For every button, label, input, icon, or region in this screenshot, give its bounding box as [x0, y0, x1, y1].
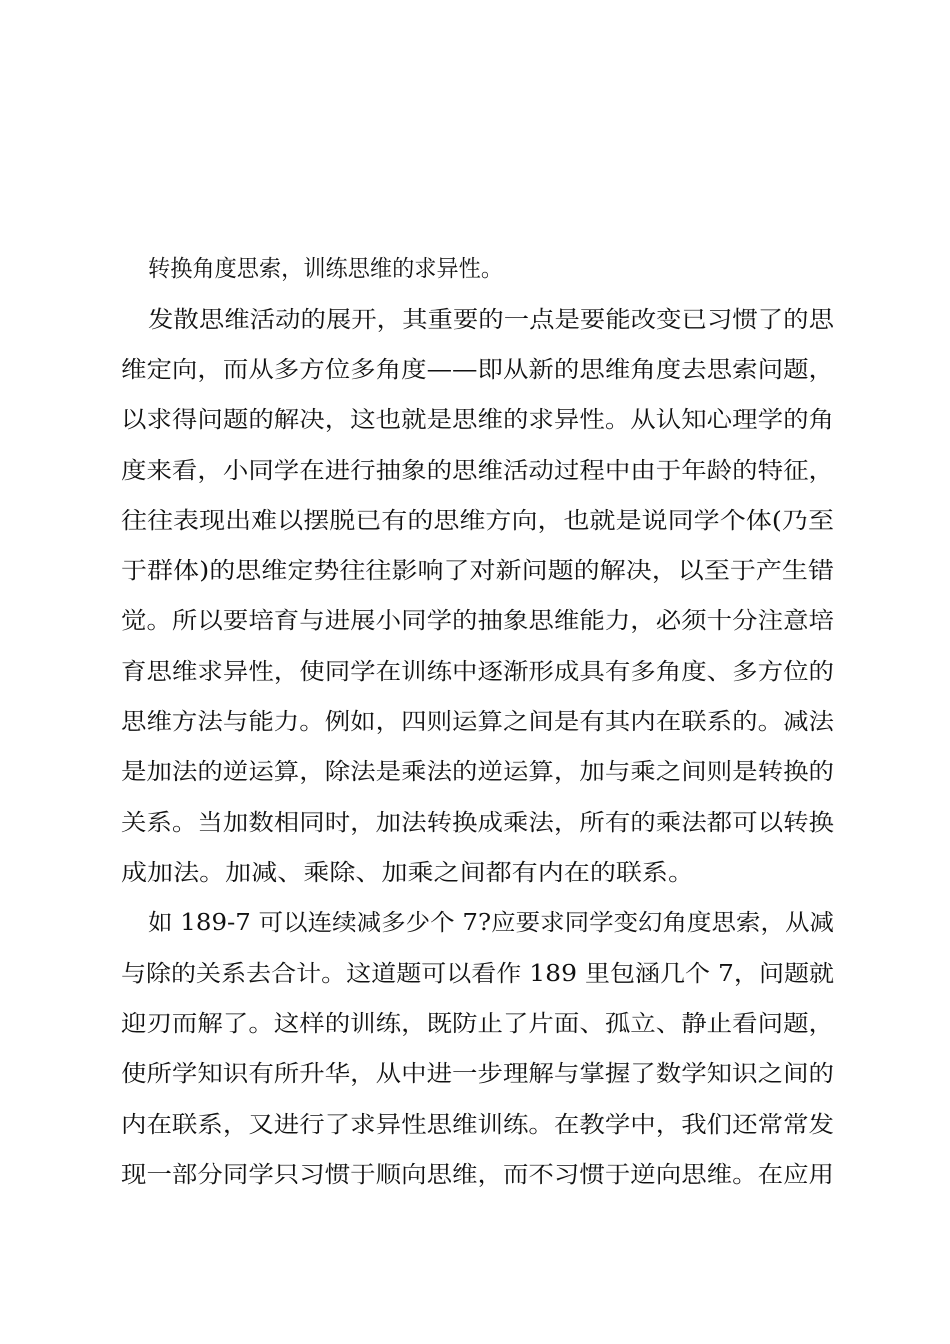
text-line-17	[0, 1054, 950, 1094]
text-line-5-text: 度来看，小同学在进行抽象的思维活动过程中由于年龄的特征，	[121, 458, 834, 484]
text-line-2	[0, 300, 950, 340]
text-line-4	[0, 400, 950, 440]
text-line-10-text: 思维方法与能力。例如，四则运算之间是有其内在联系的。减法	[121, 709, 834, 735]
text-line-13-text: 成加法。加减、乘除、加乘之间都有内在的联系。	[121, 860, 694, 886]
text-line-12-text: 关系。当加数相同时，加法转换成乘法，所有的乘法都可以转换	[121, 810, 834, 836]
text-line-1-text: 转换角度思索，训练思维的求异性。	[148, 256, 503, 282]
text-line-4-text: 以求得问题的解决，这也就是思维的求异性。从认知心理学的角	[121, 407, 834, 433]
text-line-11-text: 是加法的逆运算，除法是乘法的逆运算，加与乘之间则是转换的	[121, 759, 834, 785]
text-line-19-text: 现一部分同学只习惯于顺向思维，而不习惯于逆向思维。在应用	[121, 1162, 834, 1188]
text-line-18	[0, 1105, 950, 1145]
text-line-11	[0, 752, 950, 792]
text-line-7-text: 于群体)的思维定势往往影响了对新问题的解决，以至于产生错	[121, 558, 834, 584]
text-line-9-text: 育思维求异性，使同学在训练中逐渐形成具有多角度、多方位的	[121, 659, 834, 685]
text-line-8-text: 觉。所以要培育与进展小同学的抽象思维能力，必须十分注意培	[121, 608, 834, 634]
text-line-19	[0, 1155, 950, 1195]
text-line-6-text: 往往表现出难以摆脱已有的思维方向，也就是说同学个体(乃至	[121, 508, 834, 534]
text-line-2-text: 发散思维活动的展开，其重要的一点是要能改变已习惯了的思	[148, 307, 834, 333]
text-line-7	[0, 551, 950, 591]
text-line-6	[0, 501, 950, 541]
text-line-10	[0, 702, 950, 742]
text-line-3-text: 维定向，而从多方位多角度——即从新的思维角度去思索问题，	[121, 357, 834, 383]
text-line-18-text: 内在联系，又进行了求异性思维训练。在教学中，我们还常常发	[121, 1112, 834, 1138]
text-line-14	[0, 903, 950, 943]
text-line-13	[0, 853, 950, 893]
text-line-9	[0, 652, 950, 692]
text-line-1	[0, 249, 950, 289]
text-line-14-text: 如 189-7 可以连续减多少个 7?应要求同学变幻角度思索，从减	[148, 910, 835, 936]
text-line-3	[0, 350, 950, 390]
text-line-5	[0, 451, 950, 491]
text-line-8	[0, 601, 950, 641]
text-line-15	[0, 954, 950, 994]
text-line-16-text: 迎刃而解了。这样的训练，既防止了片面、孤立、静止看问题，	[121, 1011, 834, 1037]
text-line-17-text: 使所学知识有所升华，从中进一步理解与掌握了数学知识之间的	[121, 1061, 834, 1087]
text-line-15-text: 与除的关系去合计。这道题可以看作 189 里包涵几个 7，问题就	[121, 961, 834, 987]
text-line-12	[0, 803, 950, 843]
text-line-16	[0, 1004, 950, 1044]
